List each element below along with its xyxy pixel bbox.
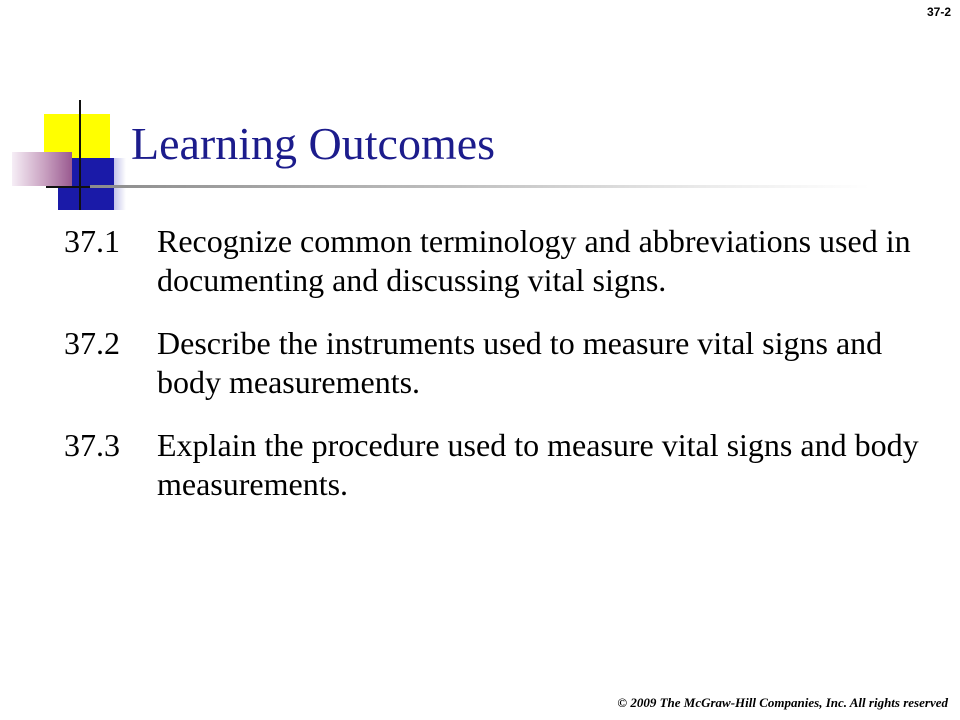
logo-blue-fade: [100, 158, 126, 210]
logo-vertical-line: [79, 100, 81, 210]
outcome-text: Recognize common terminology and abbreviations used in documenting and discussing vital signs.: [157, 223, 911, 298]
outcome-text: Explain the procedure used to measure vital signs and body measurements.: [157, 427, 919, 502]
title-underline: [90, 185, 870, 188]
outcome-item: [64, 324, 934, 402]
outcome-text: Describe the instruments used to measure vital signs and body measurements.: [157, 325, 883, 400]
outcomes-list: [64, 222, 934, 528]
outcome-number: 37.3: [64, 427, 120, 463]
outcome-item: [64, 222, 934, 300]
corner-logo-icon: [0, 0, 140, 230]
outcome-item: [64, 426, 934, 504]
page-number: 37-2: [926, 5, 951, 19]
slide-title: Learning Outcomes: [131, 118, 496, 169]
logo-pink-bar: [12, 152, 72, 186]
copyright-footer: © 2009 The McGraw-Hill Companies, Inc. All rights reserved: [617, 695, 948, 710]
outcome-number: 37.2: [64, 325, 120, 361]
outcome-number: 37.1: [64, 223, 120, 259]
